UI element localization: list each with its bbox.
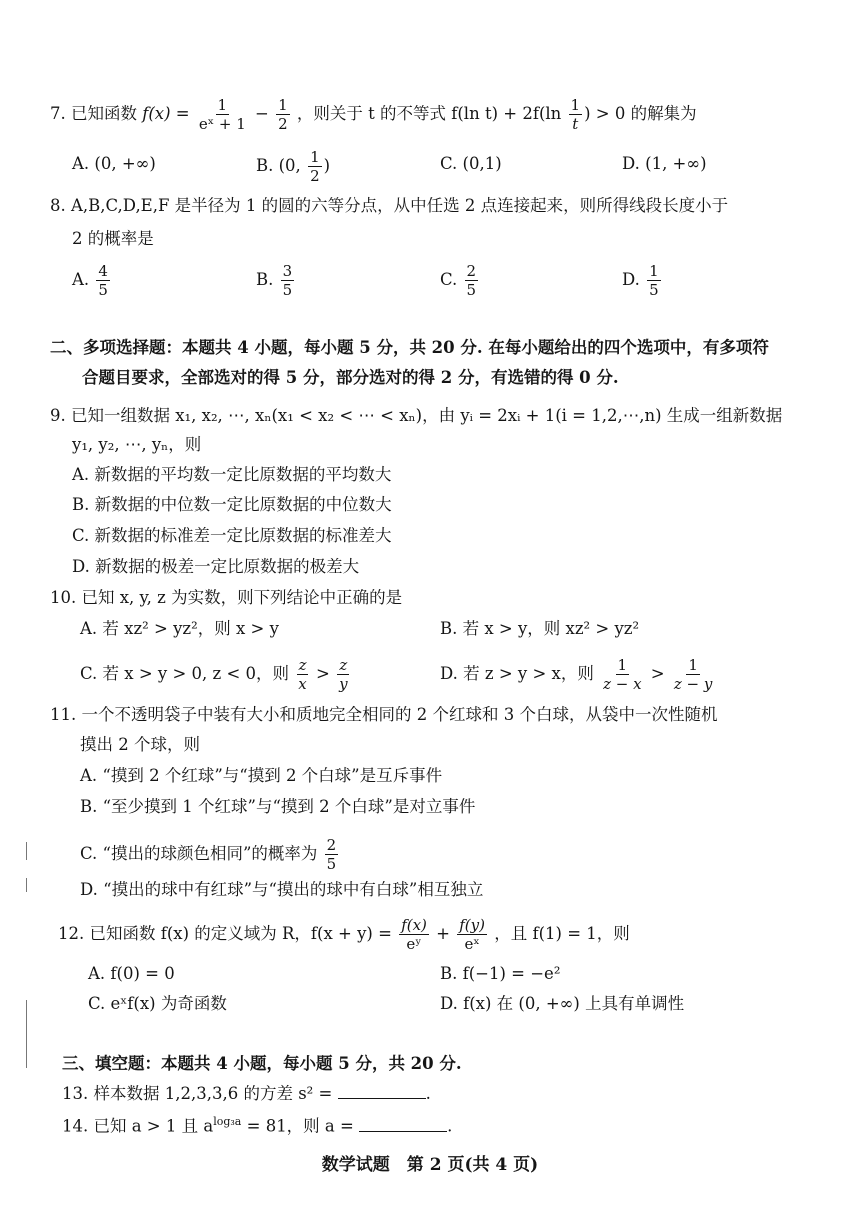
q9-option-c: C. 新数据的标准差一定比原数据的标准差大 xyxy=(72,526,392,545)
q7-fraction-3-den: t xyxy=(572,115,579,133)
q12-stem-text-2: ，且 f(1) = 1，则 xyxy=(494,924,630,943)
q10-option-b: B. 若 x > y，则 xz² > yz² xyxy=(440,619,640,638)
q10-d-f1-num: 1 xyxy=(617,656,628,674)
q8-option-c xyxy=(440,262,480,299)
q7-option-d: D. (1, +∞) xyxy=(622,154,707,173)
q12-f1-num: f(x) xyxy=(401,916,427,934)
q12-option-c: C. eˣf(x) 为奇函数 xyxy=(88,994,227,1013)
q8-option-a-fraction xyxy=(96,262,110,299)
q8-option-c-den: 5 xyxy=(466,281,477,299)
q10-d-f2-num: 1 xyxy=(688,656,698,674)
q10-c-f1-num: z xyxy=(298,656,307,674)
q8-option-a-num: 4 xyxy=(98,262,108,280)
q7-fraction-1-den: eˣ + 1 xyxy=(198,115,246,133)
q12-f2-num: f(y) xyxy=(459,916,485,934)
section-2-heading: 二、多项选择题：本题共 4 小题，每小题 5 分，共 20 分. 在每小题给出的四个选项中，有多项符 xyxy=(50,338,769,357)
q11-line-1: 11. 一个不透明袋子中装有大小和质地完全相同的 2 个红球和 3 个白球，从袋中一次性随机 xyxy=(50,705,718,724)
q7-equals: = xyxy=(175,104,195,123)
q10-c-f1-den: x xyxy=(298,675,307,693)
q7-fraction-2-den: 2 xyxy=(278,115,288,133)
q10-option-c-fraction-2 xyxy=(337,656,349,693)
q14 xyxy=(62,1110,452,1139)
q12-option-b: B. f(−1) = −e² xyxy=(440,964,561,983)
q10-option-c xyxy=(80,656,352,693)
q9-line-2: y₁, y₂, ⋯, yₙ，则 xyxy=(72,435,202,454)
q12-plus: + xyxy=(436,924,456,943)
q10-option-d-fraction-1 xyxy=(601,656,643,693)
q7-option-b-den: 2 xyxy=(310,167,320,185)
q8-option-b-label: B. xyxy=(256,270,274,289)
q11-option-c-fraction xyxy=(325,836,339,873)
q9-option-b: B. 新数据的中位数一定比原数据的中位数大 xyxy=(72,495,392,514)
q8-line-2: 2 的概率是 xyxy=(72,229,154,248)
section-3-heading: 三、填空题：本题共 4 小题，每小题 5 分，共 20 分. xyxy=(62,1054,462,1073)
q8-option-d-den: 5 xyxy=(649,281,659,299)
q13-end: . xyxy=(425,1084,431,1103)
q7-fraction-2-num: 1 xyxy=(278,96,288,114)
q7-stem-text: 7. 已知函数 xyxy=(50,104,137,123)
section-2-heading-cont: 合题目要求，全部选对的得 5 分，部分选对的得 2 分，有选错的得 0 分. xyxy=(82,368,619,387)
q7-option-b-fraction xyxy=(308,148,322,185)
q11-line-2: 摸出 2 个球，则 xyxy=(80,735,200,754)
page-footer: 数学试题 第 2 页(共 4 页) xyxy=(321,1155,539,1175)
margin-mark xyxy=(26,878,27,892)
q12-option-a: A. f(0) = 0 xyxy=(88,964,175,983)
q7-option-c: C. (0,1) xyxy=(440,154,502,173)
q11-option-d: D. “摸出的球中有红球”与“摸出的球中有白球”相互独立 xyxy=(80,880,484,899)
q7-fraction-3-num: 1 xyxy=(570,96,581,114)
q9-line-1: 9. 已知一组数据 x₁, x₂, ⋯, xₙ(x₁ < x₂ < ⋯ < xₙ)，由 yᵢ = 2xᵢ + 1(i = 1,2,⋯,n) 生成一组新数据 xyxy=(50,406,783,425)
q7-fraction-1 xyxy=(197,96,248,133)
q11-option-b: B. “至少摸到 1 个红球”与“摸到 2 个白球”是对立事件 xyxy=(80,797,476,816)
q8-option-d xyxy=(622,262,663,299)
q8-option-d-num: 1 xyxy=(649,262,659,280)
q7-stem-text-2: ，则关于 t 的不等式 f(ln t) + 2f xyxy=(296,104,539,123)
q7-paren-right: ) xyxy=(584,104,591,123)
q7-function-name: f(x) xyxy=(142,104,171,123)
q7-option-b-num: 1 xyxy=(310,148,320,166)
q11-option-c-text: C. “摸出的球颜色相同”的概率为 xyxy=(80,844,318,863)
q7-option-b-right: ) xyxy=(323,156,331,175)
q12-f1-den: eʸ xyxy=(406,935,422,953)
margin-mark xyxy=(26,1000,27,1068)
q12-fraction-2 xyxy=(457,916,487,953)
q7-option-a: A. (0, +∞) xyxy=(72,154,156,173)
q7-fraction-1-num: 1 xyxy=(217,96,228,114)
q14-stem-2: = 81，则 a = xyxy=(241,1116,354,1136)
q10-option-c-fraction-1 xyxy=(296,656,308,693)
q11-c-den: 5 xyxy=(326,855,337,873)
q12-stem xyxy=(58,916,630,953)
q8-option-c-fraction xyxy=(465,262,479,299)
q7-ln: ln xyxy=(545,104,562,123)
q7-option-b-label: B. xyxy=(256,156,279,175)
q13 xyxy=(62,1082,431,1106)
q9-option-d: D. 新数据的极差一定比原数据的极差大 xyxy=(72,557,360,576)
q11-c-num: 2 xyxy=(326,836,337,854)
q7-paren-left: ( xyxy=(538,104,546,123)
q8-option-a-label: A. xyxy=(72,270,90,289)
q13-stem: 13. 样本数据 1,2,3,3,6 的方差 s² = xyxy=(62,1084,333,1103)
q8-option-a xyxy=(72,262,112,299)
q10-stem: 10. 已知 x, y, z 为实数，则下列结论中正确的是 xyxy=(50,588,403,607)
q7-stem-text-3: > 0 的解集为 xyxy=(595,104,697,123)
q8-option-c-num: 2 xyxy=(466,262,477,280)
q11-option-a: A. “摸到 2 个红球”与“摸到 2 个白球”是互斥事件 xyxy=(80,766,443,785)
q10-c-f2-den: y xyxy=(339,675,348,693)
q10-option-d-fraction-2 xyxy=(672,656,714,693)
q14-end: . xyxy=(447,1116,453,1136)
q12-option-d: D. f(x) 在 (0, +∞) 上具有单调性 xyxy=(440,994,685,1013)
q10-option-a: A. 若 xz² > yz²，则 x > y xyxy=(80,619,279,638)
q8-option-a-den: 5 xyxy=(98,281,108,299)
q8-option-c-label: C. xyxy=(440,270,458,289)
q10-c-gt: > xyxy=(316,664,336,683)
q12-stem-text: 12. 已知函数 f(x) 的定义域为 R，f(x + y) = xyxy=(58,924,392,943)
q10-d-gt: > xyxy=(650,664,670,683)
q8-option-b-den: 5 xyxy=(282,281,293,299)
q8-option-d-label: D. xyxy=(622,270,640,289)
q10-option-d-text: D. 若 z > y > x，则 xyxy=(440,664,594,683)
q7-fraction-3 xyxy=(569,96,583,133)
q7-stem xyxy=(50,96,697,133)
q7-fraction-2 xyxy=(276,96,290,133)
q7-minus: − xyxy=(255,104,275,123)
margin-mark xyxy=(26,842,27,860)
q8-option-b-fraction xyxy=(281,262,295,299)
q8-option-b-num: 3 xyxy=(282,262,293,280)
q9-option-a: A. 新数据的平均数一定比原数据的平均数大 xyxy=(72,465,392,484)
q7-option-b xyxy=(256,148,330,185)
q10-d-f1-den: z − x xyxy=(603,675,642,693)
q10-option-d xyxy=(440,656,716,693)
q7-option-b-left: (0, xyxy=(278,156,301,175)
q12-f2-den: eˣ xyxy=(464,935,480,953)
q10-d-f2-den: z − y xyxy=(673,675,713,693)
q13-answer-blank[interactable] xyxy=(338,1084,426,1099)
q8-option-d-fraction xyxy=(647,262,661,299)
q10-c-f2-num: z xyxy=(339,656,348,674)
q14-exponent: log₃a xyxy=(213,1115,242,1128)
q10-option-c-text: C. 若 x > y > 0, z < 0，则 xyxy=(80,664,290,683)
q8-line-1: 8. A,B,C,D,E,F 是半径为 1 的圆的六等分点，从中任选 2 点连接起来，则所得线段长度小于 xyxy=(50,196,729,215)
q8-option-b xyxy=(256,262,296,299)
q12-fraction-1 xyxy=(399,916,429,953)
q14-stem: 14. 已知 a > 1 且 a xyxy=(62,1116,214,1136)
q11-option-c xyxy=(80,836,340,873)
q14-answer-blank[interactable] xyxy=(359,1117,447,1132)
